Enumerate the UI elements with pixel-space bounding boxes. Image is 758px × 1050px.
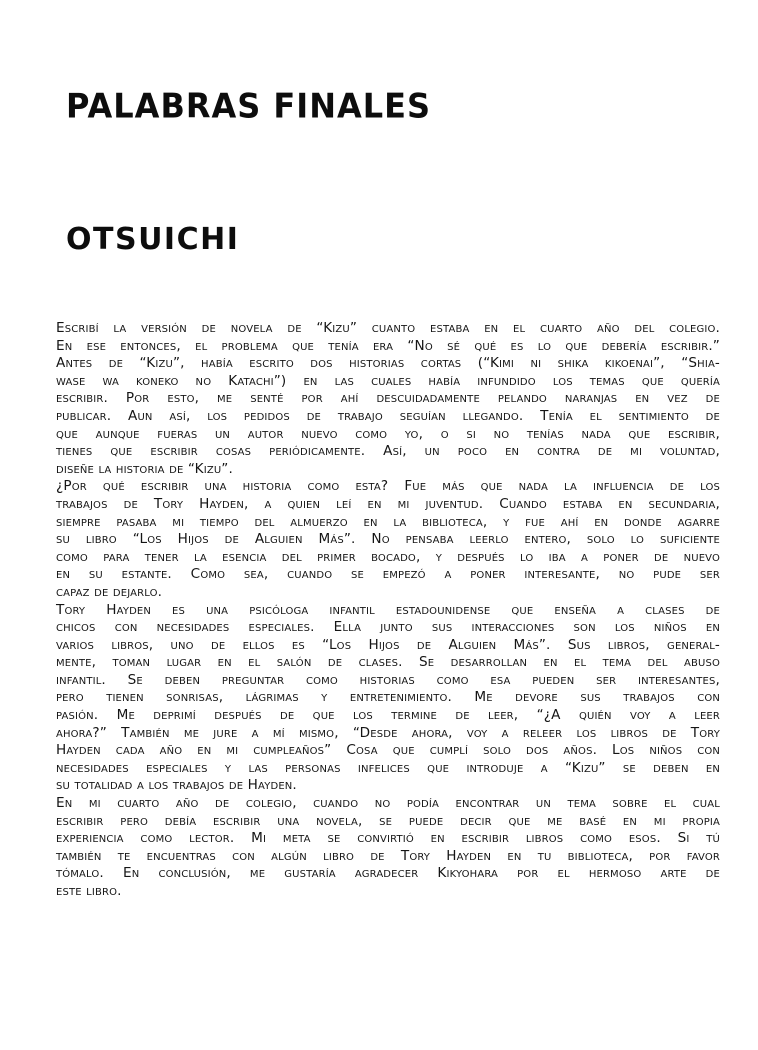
text-line: necesidades especiales y las personas infelices que introduje a “Kizu” se deben en xyxy=(56,759,720,776)
text-line: pasión. Me deprimí después de que los termine de leer, “¿A quién voy a leer xyxy=(56,707,720,724)
text-line: tómalo. En conclusión, me gustaría agradecer Kikyohara por el hermoso arte de xyxy=(56,865,720,882)
afterword-body xyxy=(56,320,720,901)
text-line: Escribí la versión de novela de “Kizu” cuanto estaba en el cuarto año del colegio. xyxy=(56,320,720,336)
text-line: diseñe la historia de “Kizu”. xyxy=(56,460,233,477)
text-line: ¿Por qué escribir una historia como esta? Fue más que nada la influencia de los xyxy=(56,478,720,495)
text-line: su totalidad a los trabajos de Hayden. xyxy=(56,777,297,794)
text-line: experiencia como lector. Mi meta se convirtió en escribir libros como esos. Si tú xyxy=(56,830,720,847)
text-line: wase wa koneko no Katachi”) en las cuales había infundido los temas que quería xyxy=(56,372,720,389)
text-line: escribir. Por esto, me senté por ahí descuidadamente pelando naranjas en vez de xyxy=(56,390,720,407)
page-title: PALABRAS FINALES xyxy=(66,86,432,126)
text-line: chicos con necesidades especiales. Ella junto sus interacciones son los niños en xyxy=(56,619,720,636)
text-line: como para tener la esencia del primer bocado, y después lo iba a poner de nuevo xyxy=(56,548,720,565)
text-line: infantil. Se deben preguntar como historias como esa pueden ser interesantes, xyxy=(56,671,720,688)
text-line: tienes que escribir cosas periódicamente. Así, un poco en contra de mi voluntad, xyxy=(56,443,720,460)
author-name: OTSUICHI xyxy=(66,222,240,257)
text-line: escribir pero debía escribir una novela, se puede decir que me basé en mi propia xyxy=(56,812,720,829)
text-line: Hayden cada año en mi cumpleaños” Cosa que cumplí solo dos años. Los niños con xyxy=(56,742,720,759)
text-line: pero tienen sonrisas, lágrimas y entretenimiento. Me devore sus trabajos con xyxy=(56,689,720,706)
text-line: también te encuentras con algún libro de Tory Hayden en tu biblioteca, por favor xyxy=(56,847,720,864)
text-line: ahora?” También me jure a mí mismo, “Desde ahora, voy a releer los libros de Tory xyxy=(56,724,720,741)
text-line: trabajos de Tory Hayden, a quien leí en mi juventud. Cuando estaba en secundaria, xyxy=(56,495,720,512)
text-line: En mi cuarto año de colegio, cuando no podía encontrar un tema sobre el cual xyxy=(56,795,720,812)
text-line: este libro. xyxy=(56,883,122,899)
text-line: publicar. Aun así, los pedidos de trabajo seguían llegando. Tenía el sentimiento de xyxy=(56,407,720,424)
text-line: siempre pasaba mi tiempo del almuerzo en la biblioteca, y fue ahí en donde agarre xyxy=(56,513,720,530)
text-line: que aunque fueras un autor nuevo como yo, o si no tenías nada que escribir, xyxy=(56,425,720,442)
text-line: en su estante. Como sea, cuando se empezó a poner interesante, no pude ser xyxy=(56,566,720,583)
text-line: Antes de “Kizu”, había escrito dos historias cortas (“Kimi ni shika kikoenai”, “Shia- xyxy=(56,355,720,372)
text-line: su libro “Los Hijos de Alguien Más”. No pensaba leerlo entero, solo lo suficiente xyxy=(56,531,720,548)
text-line: mente, toman lugar en el salón de clases. Se desarrollan en el tema del abuso xyxy=(56,654,720,671)
text-line: Tory Hayden es una psicóloga infantil estadounidense que enseña a clases de xyxy=(56,601,720,618)
text-line: varios libros, uno de ellos es “Los Hijos de Alguien Más”. Sus libros, general- xyxy=(56,636,720,653)
text-line: En ese entonces, el problema que tenía era “No sé qué es lo que debería escribir.” xyxy=(56,337,720,354)
text-line: capaz de dejarlo. xyxy=(56,583,163,600)
